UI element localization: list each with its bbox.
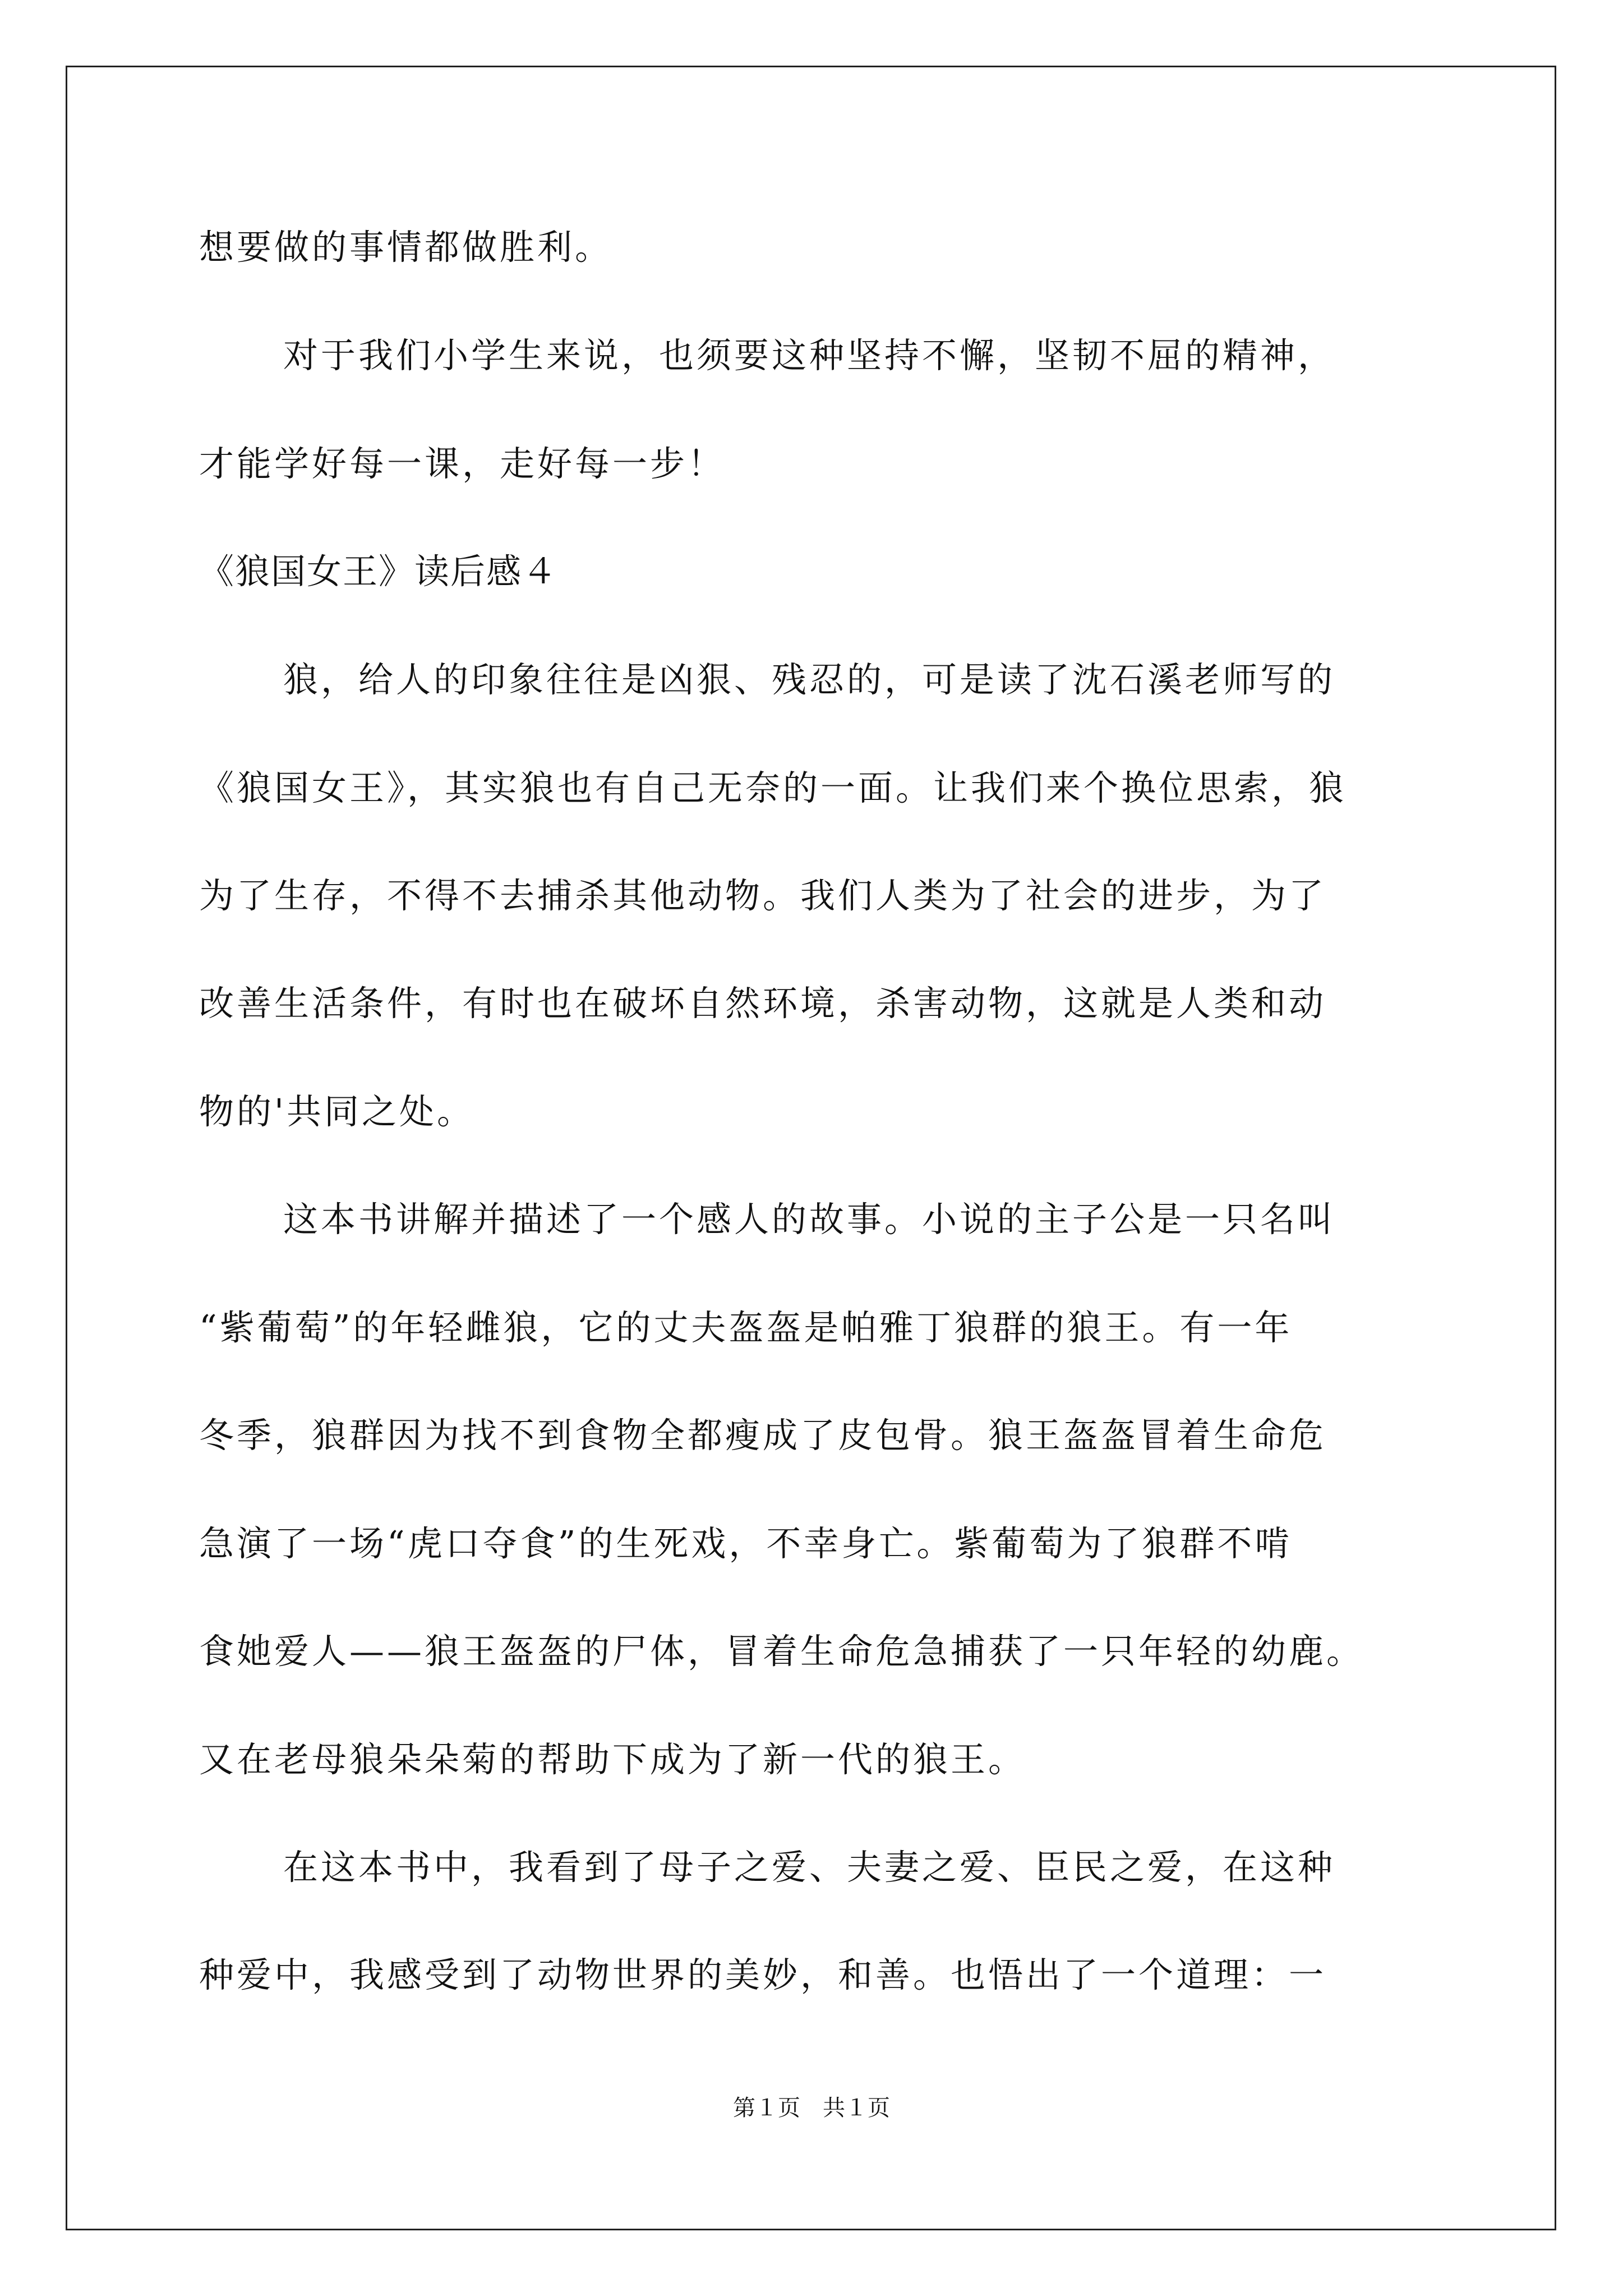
text-line-14: 食她爱人——狼王盔盔的尸体，冒着生命危急捕获了一只年轻的幼鹿。 [199,1631,1364,1672]
text-line-15: 又在老母狼朵朵菊的帮助下成为了新一代的狼王。 [199,1739,1026,1780]
text-line-5: 狼，给人的印象往往是凶狠、残忍的，可是读了沈石溪老师写的 [283,659,1336,700]
text-line-2: 对于我们小学生来说，也须要这种坚持不懈，坚韧不屈的精神， [283,335,1336,376]
text-line-17: 种爱中，我感受到了动物世界的美妙，和善。也悟出了一个道理：一 [199,1954,1327,1995]
text-line-7: 为了生存，不得不去捕杀其他动物。我们人类为了社会的进步，为了 [199,875,1327,916]
text-line-11: “紫葡萄”的年轻雌狼，它的丈夫盔盔是帕雅丁狼群的狼王。有一年 [199,1307,1293,1348]
text-line-10: 这本书讲解并描述了一个感人的故事。小说的主子公是一只名叫 [283,1199,1336,1240]
text-line-6: 《狼国女王》，其实狼也有自己无奈的一面。让我们来个换位思索，狼 [199,767,1347,808]
text-line-1: 想要做的事情都做胜利。 [199,227,613,268]
page-number-footer: 第１页 共１页 [733,2095,890,2121]
text-line-16: 在这本书中，我看到了母子之爱、夫妻之爱、臣民之爱，在这种 [283,1847,1336,1888]
text-line-13: 急演了一场“虎口夺食”的生死戏，不幸身亡。紫葡萄为了狼群不啃 [199,1523,1293,1564]
page-border [66,66,1556,2230]
section-heading: 《狼国女王》读后感４ [199,551,559,592]
text-line-8: 改善生活条件，有时也在破坏自然环境，杀害动物，这就是人类和动 [199,983,1327,1024]
text-line-3: 才能学好每一课，走好每一步！ [199,443,726,484]
text-line-12: 冬季，狼群因为找不到食物全都瘦成了皮包骨。狼王盔盔冒着生命危 [199,1415,1327,1456]
text-line-9: 物的'共同之处。 [199,1091,475,1132]
